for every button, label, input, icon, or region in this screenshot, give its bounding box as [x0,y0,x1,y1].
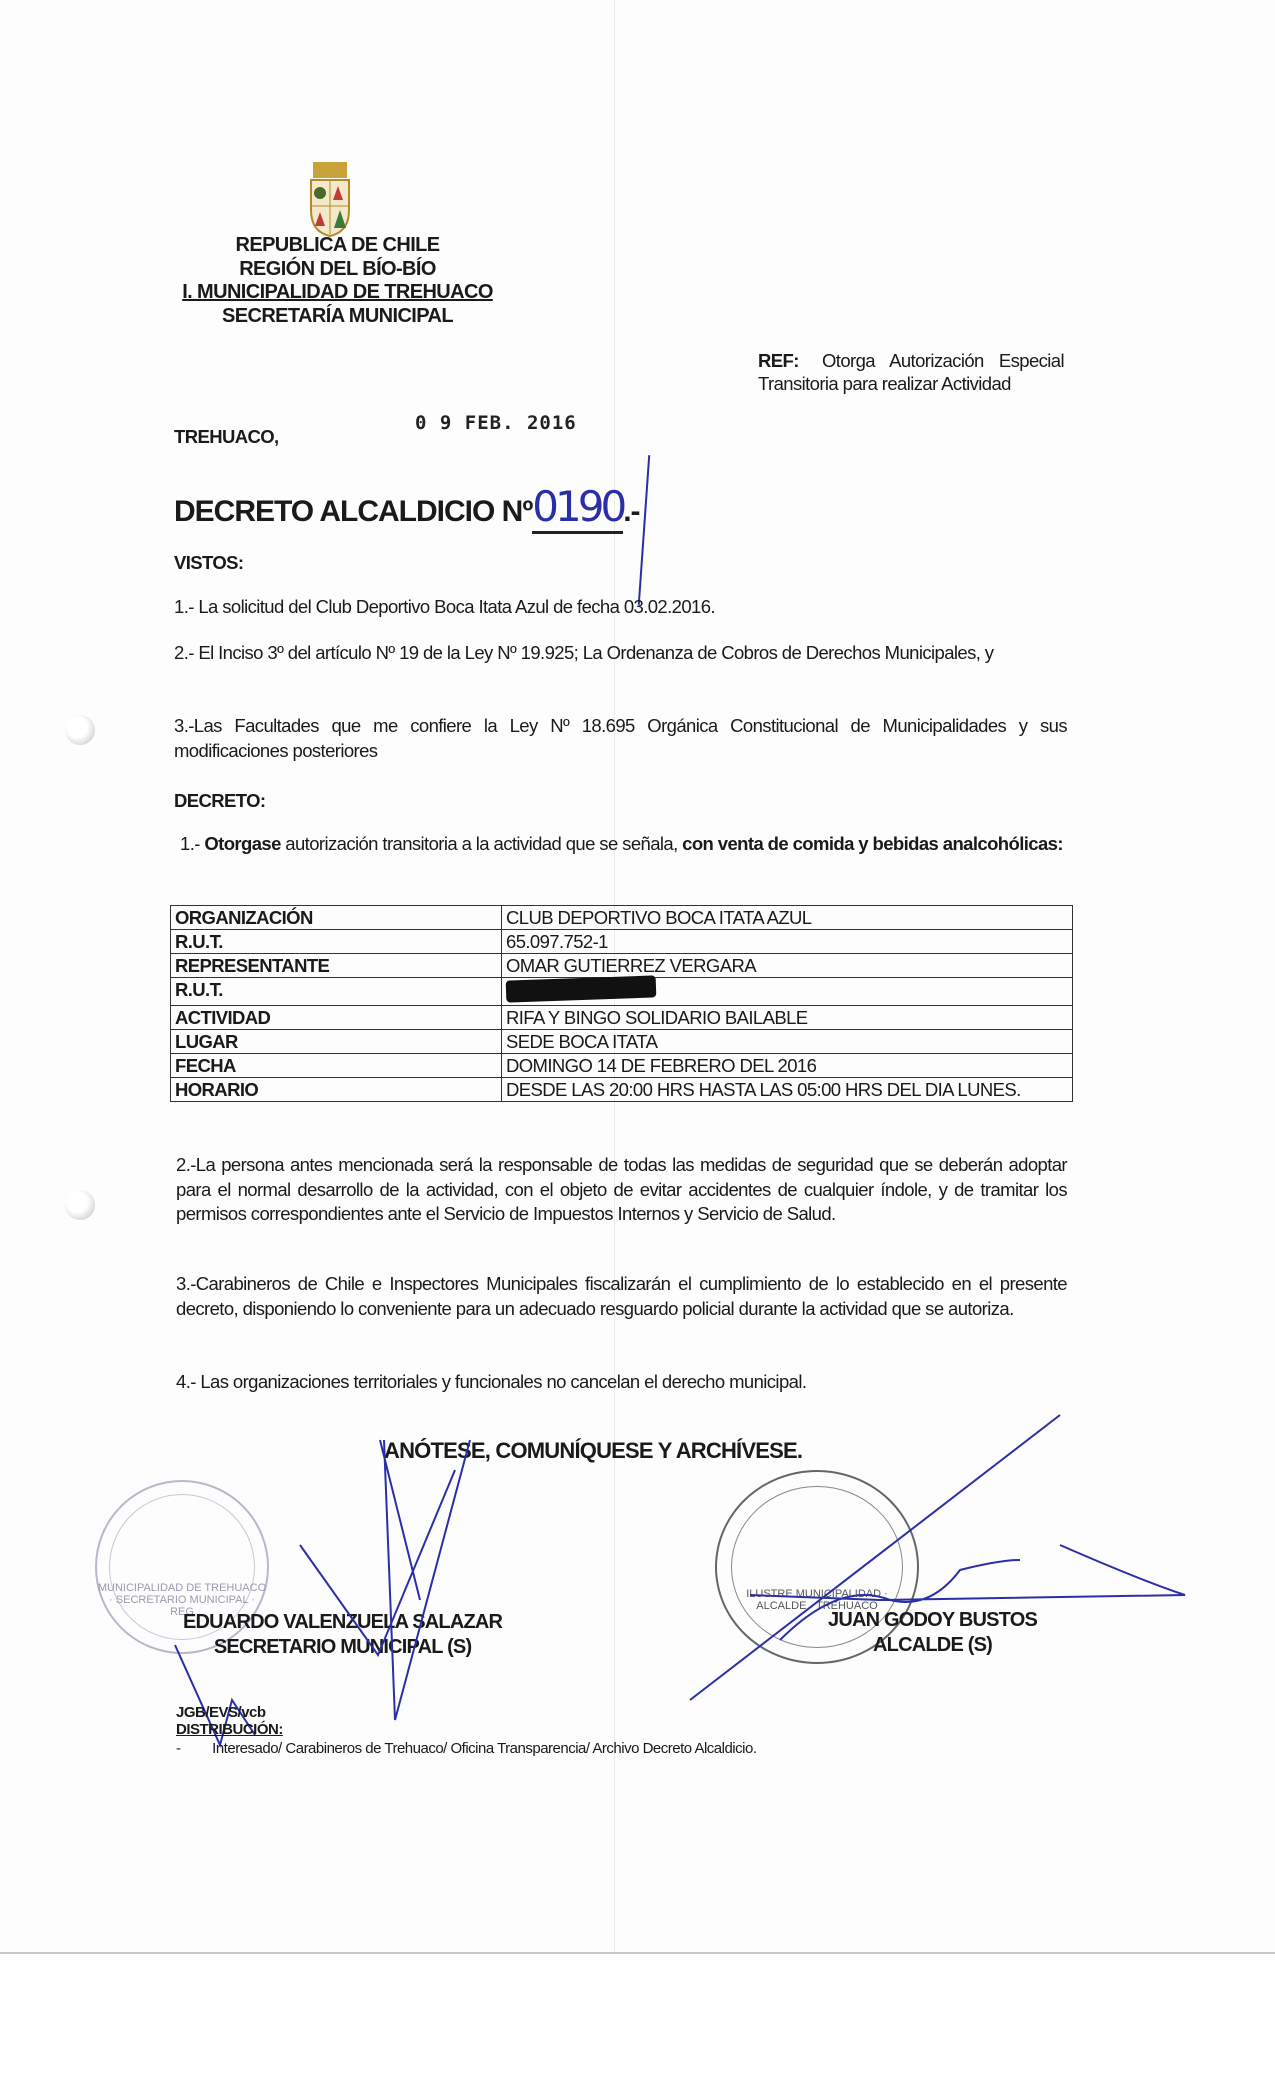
letterhead [150,234,525,328]
row-value: DOMINGO 14 DE FEBRERO DEL 2016 [502,1054,1073,1078]
table-row [171,1054,1073,1078]
row-label: R.U.T. [171,930,502,954]
decree-number: 0190 [532,482,623,534]
decreto-paragraph-2: 2.-La persona antes mencionada será la responsable de todas las medidas de seguridad que se deberán adoptar para el normal desarrollo de la actividad, con el objeto de evitar accidentes de cualquier índole, y de tramitar los permisos correspondientes ante el Servicio de Impuestos Internos y Servicio de Salud. [176,1154,1067,1225]
table-row [171,978,1073,1006]
place: TREHUACO, [174,426,279,447]
table-row [171,906,1073,930]
letterhead-department: SECRETARÍA MUNICIPAL [222,304,453,327]
distribution-text: Interesado/ Carabineros de Trehuaco/ Oficina Transparencia/ Archivo Decreto Alcaldicio. [212,1740,757,1757]
initials: JGB/EVS/vcb [176,1704,266,1721]
letterhead-municipality: I. MUNICIPALIDAD DE TREHUACO [182,281,493,303]
signer-role: SECRETARIO MUNICIPAL (S) [213,1636,472,1658]
closing-formula: ANÓTESE, COMUNÍQUESE Y ARCHÍVESE. [384,1438,803,1463]
date-stamp: 0 9 FEB. 2016 [415,412,577,434]
decree-title-label: DECRETO ALCALDICIO Nº [174,495,533,528]
signer-name: EDUARDO VALENZUELA SALAZAR [183,1611,503,1633]
p1-text: autorización transitoria a la actividad que se señala, [280,833,683,854]
footer-block [176,1704,283,1738]
decreto-paragraph-3: 3.-Carabineros de Chile e Inspectores Municipales fiscalizarán el cumplimiento de lo establecido en el presente decreto, disponiendo lo conveniente para un adecuado resguardo policial durante la actividad que se autoriza. [176,1273,1067,1319]
vistos-item: 1.- La solicitud del Club Deportivo Boca Itata Azul de fecha 03.02.2016. [174,596,715,617]
table-row [171,1030,1073,1054]
distribution-item [176,1740,756,1757]
vistos-item: 2.- El Inciso 3º del artículo Nº 19 de la Ley Nº 19.925; La Ordenanza de Cobros de Derechos Municipales, y [174,642,994,663]
letterhead-region: REGIÓN DEL BÍO-BÍO [239,257,436,280]
row-label: HORARIO [171,1078,502,1102]
row-value: CLUB DEPORTIVO BOCA ITATA AZUL [502,906,1073,930]
p1-number: 1.- [180,833,205,854]
table-row [171,1078,1073,1102]
decreto-paragraph-1 [180,831,1067,857]
row-value: SEDE BOCA ITATA [502,1030,1073,1054]
table-row [171,954,1073,978]
row-label: R.U.T. [171,978,502,1006]
punch-hole [65,715,95,745]
decreto-title: DECRETO: [174,790,266,811]
row-label: REPRESENTANTE [171,954,502,978]
bullet: - [176,1740,181,1757]
letterhead-country: REPUBLICA DE CHILE [235,234,440,256]
signer-secretary [183,1610,502,1660]
coat-of-arms-logo [305,160,355,238]
table-row [171,930,1073,954]
row-label: FECHA [171,1054,502,1078]
table-row [171,1006,1073,1030]
row-value: RIFA Y BINGO SOLIDARIO BAILABLE [502,1006,1073,1030]
reference-block [758,349,1064,395]
distribution-title: DISTRIBUCIÓN: [176,1721,283,1738]
row-label: ACTIVIDAD [171,1006,502,1030]
signer-mayor [828,1608,1037,1658]
ref-text: Otorga Autorización Especial Transitoria para realizar Actividad [758,350,1064,394]
row-value: DESDE LAS 20:00 HRS HASTA LAS 05:00 HRS DEL DIA LUNES. [502,1078,1073,1102]
stamp-text: MUNICIPALIDAD DE TREHUACO · SECRETARIO MUNICIPAL · REG [97,1582,267,1618]
row-value [502,978,1073,1006]
row-value: OMAR GUTIERREZ VERGARA [502,954,1073,978]
redacted-value [506,975,657,1002]
decreto-paragraph-4: 4.- Las organizaciones territoriales y funcionales no cancelan el derecho municipal. [176,1371,807,1392]
signer-role: ALCALDE (S) [873,1634,992,1656]
p1-bold-text: con venta de comida y bebidas analcohólicas: [682,833,1063,854]
p1-verb: Otorgase [204,833,281,854]
vistos-item: 3.-Las Facultades que me confiere la Ley Nº 18.695 Orgánica Constitucional de Municipalidades y sus modificaciones posteriores [174,715,1067,761]
signer-name: JUAN GODOY BUSTOS [828,1609,1038,1631]
decree-title [174,482,640,531]
row-label: LUGAR [171,1030,502,1054]
activity-details-table [170,905,1073,1102]
vistos-title: VISTOS: [174,552,244,573]
ref-label: REF: [758,350,799,371]
decree-suffix: .- [623,495,640,528]
row-value: 65.097.752-1 [502,930,1073,954]
punch-hole [65,1190,95,1220]
pen-stroke [638,455,650,605]
stamp-text: ILUSTRE MUNICIPALIDAD · ALCALDE · TREHUACO [746,1588,888,1612]
row-label: ORGANIZACIÓN [171,906,502,930]
